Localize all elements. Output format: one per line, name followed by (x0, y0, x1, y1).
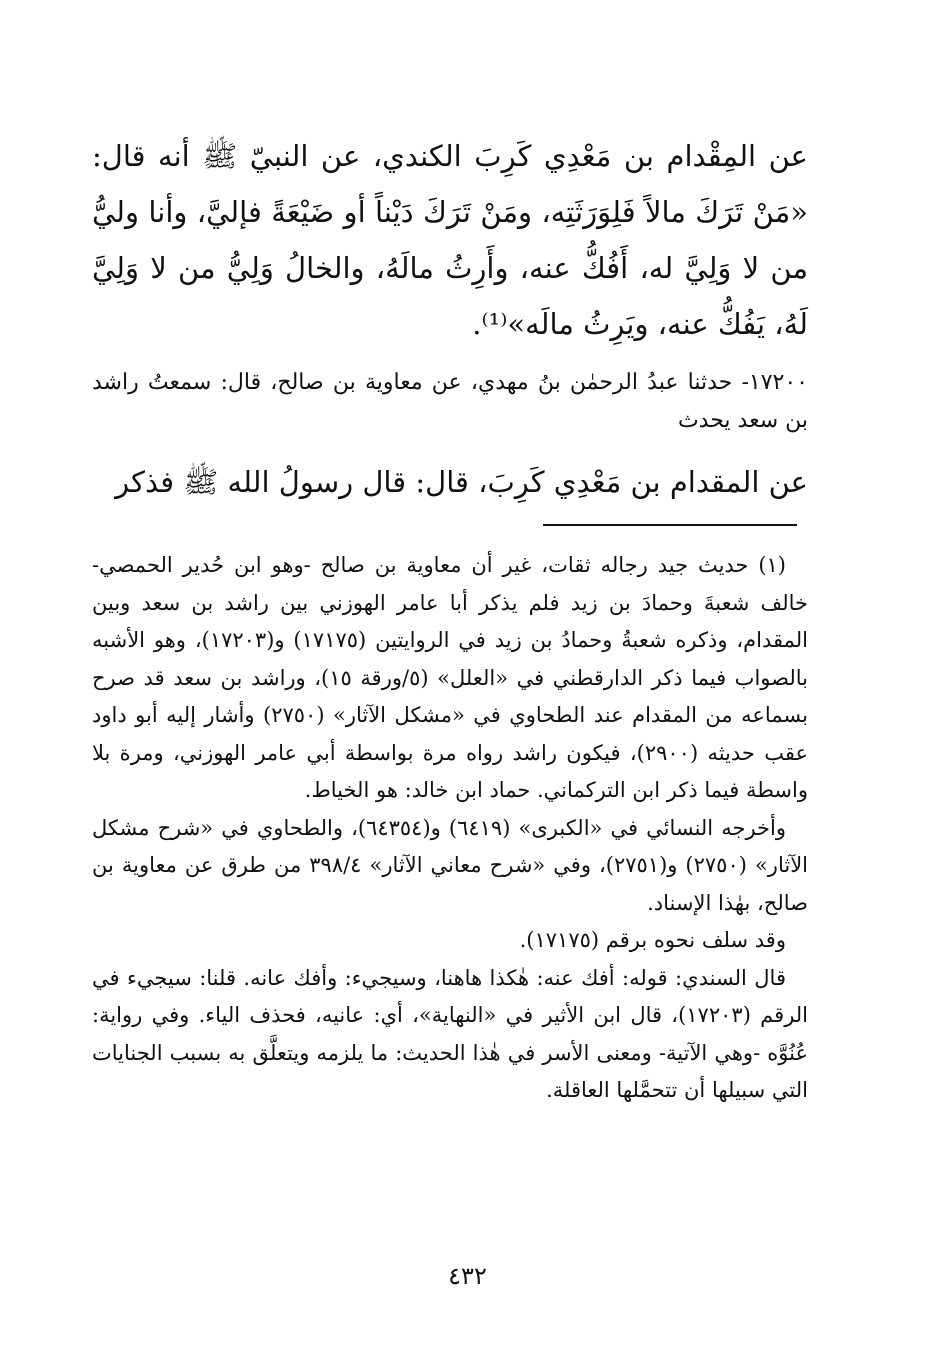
footnote-separator (543, 524, 797, 526)
footnote-cross-reference: وقد سلف نحوه برقم (١٧١٧٥). (519, 928, 786, 952)
footnotes-section (92, 547, 808, 1110)
page-number: ٤٣٢ (448, 1262, 487, 1290)
hadith-isnad-17200 (92, 364, 808, 440)
hadith-text-paragraph (92, 128, 808, 352)
hadith-paragraph-2: عن المقدام بن مَعْدِي كَرِبَ، قال: قال رسولُ الله ﷺ فذكر (115, 465, 808, 499)
hadith-paragraph-1: عن المِقْدام بن مَعْدِي كَرِبَ الكندي، عن النبيّ ﷺ أنه قال: «مَنْ تَرَكَ مالاً فَلِوَرَثَتِه، ومَنْ تَرَكَ دَيْناً أو ضَيْعَةً فإليَّ، وأنا وليُّ من لا وَلِيَّ له، أَفُكُّ عنه، وأَرِثُ مالَهُ، والخالُ وَلِيُّ من لا وَلِيَّ لَهُ، يَفُكُّ عنه، ويَرِثُ مالَه»⁽¹⁾. (92, 139, 808, 341)
footnote-sindi-commentary: قال السندي: قوله: أفك عنه: هٰكذا هاهنا، وسيجيء: وأفك عانه. قلنا: سيجيء في الرقم (١٧٢٠٣)، قال ابن الأثير في «النهاية»، أي: عانيه، فحذف الياء. وفي رواية: عُنُوَّه -وهي الآتية- ومعنى الأسر في هٰذا الحديث: ما يلزمه ويتعلَّق به بسبب الجنايات التي سبيلها أن تتحمَّلها العاقلة. (92, 965, 809, 1102)
hadith-17200-chain: ١٧٢٠٠- حدثنا عبدُ الرحمٰن بنُ مهدي، عن معاوية بن صالح، قال: سمعتُ راشد بن سعد يحدث (92, 370, 808, 433)
hadith-text-paragraph-2 (92, 456, 808, 508)
footnote-1: (١) حديث جيد رجاله ثقات، غير أن معاوية بن صالح -وهو ابن حُدير الحمصي- خالف شعبةَ وحمادَ بن زيد فلم يذكر أبا عامر الهوزني بين راشد بن سعد وبين المقدام، وذكره شعبةُ وحمادُ بن زيد في الروايتين (١٧١٧٥) و(١٧٢٠٣)، وهو الأشبه بالصواب فيما ذكر الدارقطني في «العلل» (٥/ورقة ١٥)، وراشد بن سعد قد صرح بسماعه من المقدام عند الطحاوي في «مشكل الآثار» (٢٧٥٠) وأشار إليه أبو داود عقب حديثه (٢٩٠٠)، فيكون راشد رواه مرة بواسطة أبي عامر الهوزني، ومرة بلا واسطة فيما ذكر ابن التركماني. حماد ابن خالد: هو الخياط. (92, 553, 809, 802)
footnote-takhrij: وأخرجه النسائي في «الكبرى» (٦٤١٩) و(٦٤٣٥٤)، والطحاوي في «شرح مشكل الآثار» (٢٧٥٠) و(٢٧٥١)، وفي «شرح معاني الآثار» ٣٩٨/٤ من طرق عن معاوية بن صالح، بهٰذا الإسناد. (92, 815, 808, 915)
